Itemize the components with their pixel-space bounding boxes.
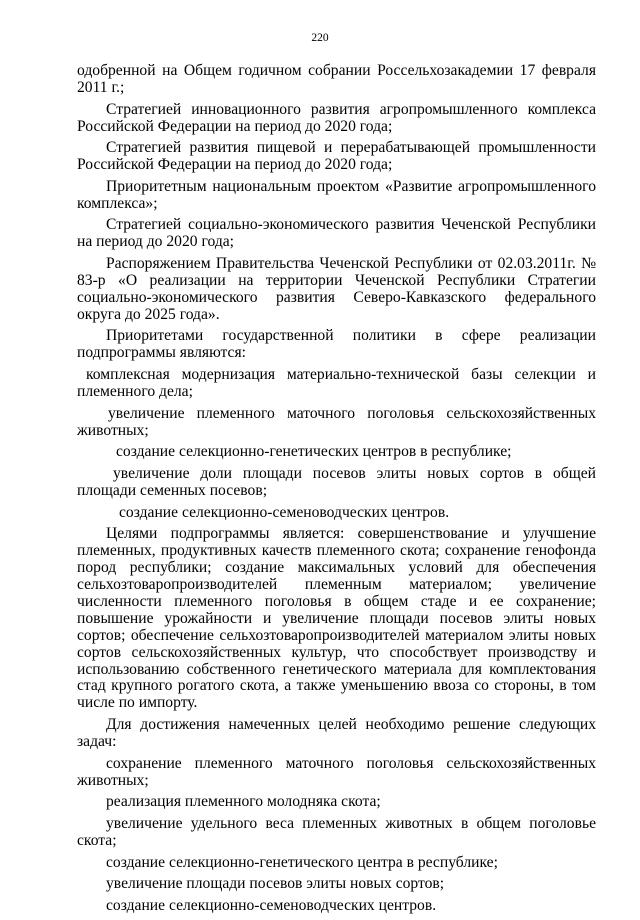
page-number: 220: [311, 32, 329, 44]
paragraph-approved-meeting: одобренной на Общем годичном собрании Россельхозакадемии 17 февраля 2011 г.;: [77, 62, 596, 96]
task-item-breeding-share: увеличение удельного веса племенных животных в общем поголовье скота;: [77, 815, 596, 849]
task-item-young-stock-sale: реализация племенного молодняка скота;: [106, 793, 381, 811]
task-item-livestock-preservation: сохранение племенного маточного поголовья сельскохозяйственных животных;: [77, 754, 596, 789]
paragraph-food-industry-strategy: Стратегией развития пищевой и перерабатывающей промышленности Российской Федерации на период до 2020 года;: [77, 139, 596, 174]
paragraph-tasks-intro: Для достижения намеченных целей необходимо решение следующих задач:: [77, 716, 596, 750]
paragraph-subprogram-goals: Целями подпрограммы является: совершенствование и улучшение племенных, продуктивных качеств племенного скота; сохранение генофонда пород республики; создание максимальных условий для обеспечения сельхозтоваропроизводителей племенным материалом; увеличение численности племенного поголовья в общем стаде и ее сохранение; повышение урожайности и увеличение площади посевов элиты новых сортов; обеспечение сельхозтоваропроизводителей материалом элиты новых сортов сельскохозяйственных культур, что способствует производству и использованию собственного генетического материала для комплектования стад крупного рогатого скота, а также уменьшению ввоза со стороны, в том числе по импорту.: [77, 525, 596, 712]
paragraph-chechen-strategy: Стратегией социально-экономического развития Чеченской Республики на период до 2020 года;: [77, 216, 596, 251]
list-item-elite-seed-share: увеличение доли площади посевов элиты новых сортов в общей площади семенных посевов;: [77, 465, 596, 499]
paragraph-national-project: Приоритетным национальным проектом «Развитие агропромышленного комплекса»;: [77, 177, 596, 212]
document-body: [77, 63, 596, 920]
paragraph-innovation-strategy: Стратегией инновационного развития агропромышленного комплекса Российской Федерации на период до 2020 года;: [77, 100, 596, 135]
task-item-seed-centers: создание селекционно-семеноводческих центров.: [106, 897, 437, 915]
paragraph-government-order: Распоряжением Правительства Чеченской Республики от 02.03.2011г. № 83-р «О реализации на территории Чеченской Республики Стратегии социально-экономического развития Северо-Кавказского федерального округа до 2025 года».: [77, 255, 596, 323]
task-item-genetic-center: создание селекционно-генетического центра в республике;: [106, 853, 498, 871]
list-item-modernization: комплексная модернизация материально-технической базы селекции и племенного дела;: [77, 366, 596, 400]
list-item-breeding-livestock: увеличение племенного маточного поголовья сельскохозяйственных животных;: [77, 404, 596, 439]
list-item-seed-centers: создание селекционно-семеноводческих центров.: [119, 503, 450, 521]
list-item-genetic-centers: создание селекционно-генетических центров в республике;: [116, 443, 512, 461]
task-item-elite-seed-area: увеличение площади посевов элиты новых сортов;: [106, 875, 445, 893]
paragraph-policy-priorities: Приоритетами государственной политики в сфере реализации подпрограммы являются:: [77, 327, 596, 362]
